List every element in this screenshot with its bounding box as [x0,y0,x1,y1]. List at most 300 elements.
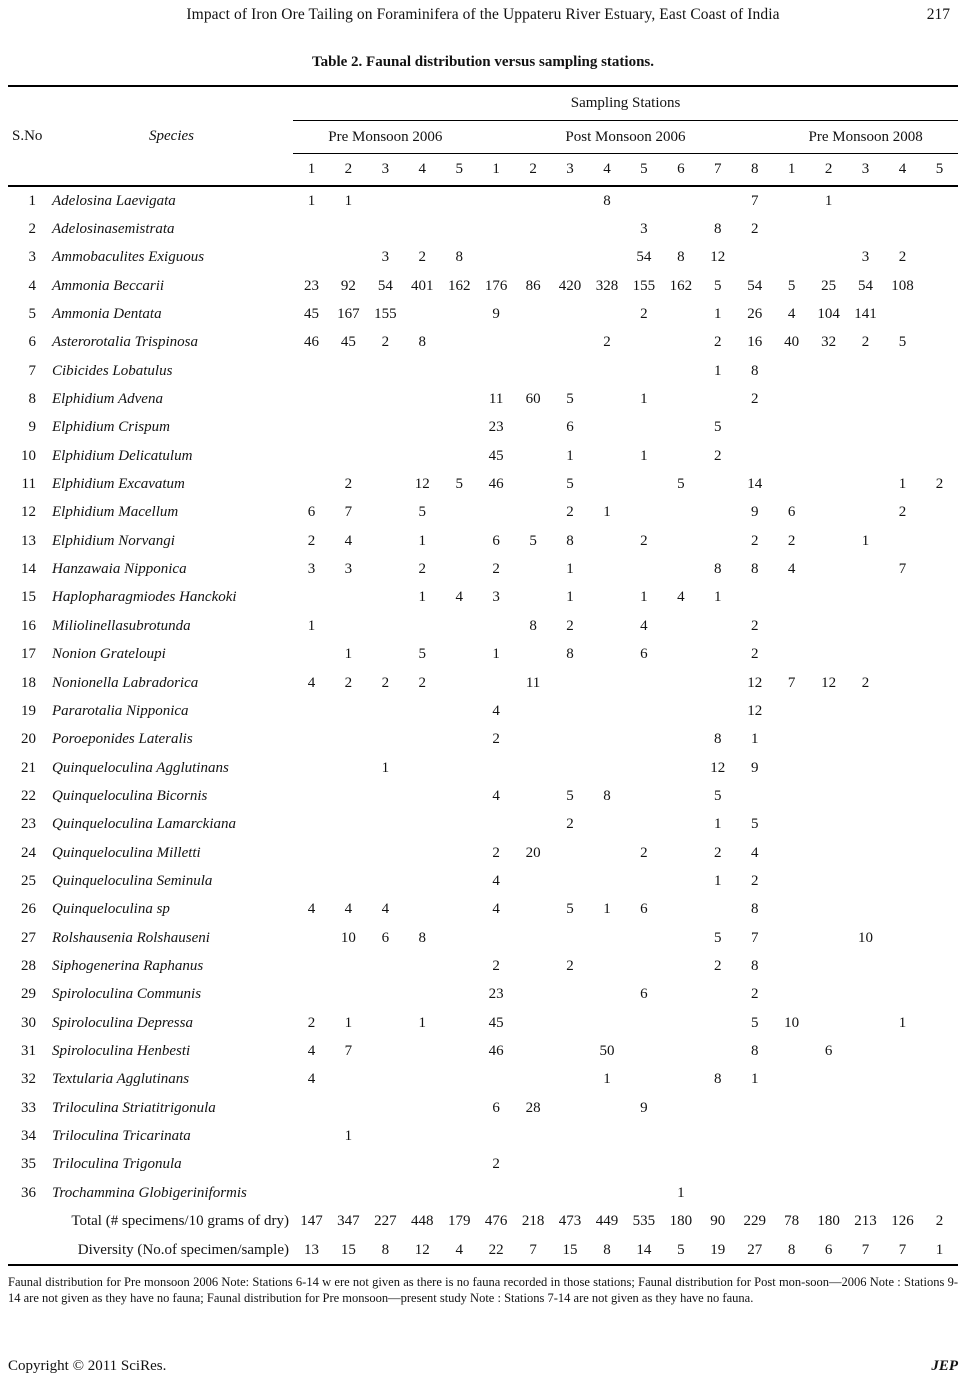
total-row-value: 347 [337,1213,360,1230]
count-cell: 12 [710,759,726,776]
count-cell: 4 [307,1071,316,1088]
count-cell: 1 [344,192,353,209]
count-cell [884,896,921,924]
count-cell [773,1037,810,1065]
count-cell [884,385,921,413]
count-cell: 4 [307,1042,316,1059]
count-cell [367,782,404,810]
count-cell [847,641,884,669]
count-cell [662,215,699,243]
count-cell [589,839,626,867]
count-cell [699,499,736,527]
count-cell [847,385,884,413]
count-cell [921,186,958,215]
count-cell: 1 [603,901,611,918]
running-head [0,6,966,28]
count-cell: 2 [492,957,500,974]
count-cell [441,329,478,357]
count-cell: 2 [307,532,316,549]
count-cell [404,697,441,725]
count-cell [441,839,478,867]
count-cell [773,612,810,640]
count-cell: 8 [714,561,722,578]
species-row [8,300,958,328]
count-cell: 25 [821,277,837,294]
species-row [8,499,958,527]
count-cell [589,1094,626,1122]
count-cell [552,924,589,952]
species-row [8,896,958,924]
count-cell [699,896,736,924]
count-cell [515,1179,552,1207]
count-cell [330,1151,367,1179]
count-cell [810,726,847,754]
sno-cell: 29 [21,986,36,1003]
count-cell [404,186,441,215]
count-cell [662,754,699,782]
count-cell [589,754,626,782]
count-cell [367,811,404,839]
count-cell: 4 [677,589,685,606]
count-cell [921,527,958,555]
sno-cell: 18 [21,674,36,691]
count-cell [330,1179,367,1207]
count-cell [330,584,367,612]
count-cell [330,782,367,810]
count-cell [478,329,515,357]
count-cell [589,697,626,725]
page-footer [8,1358,958,1380]
count-cell [589,669,626,697]
count-cell: 2 [714,447,722,464]
diversity-row-value: 15 [330,1236,367,1266]
count-cell [810,357,847,385]
count-cell [367,1009,404,1037]
species-name: Pararotalia Nipponica [52,702,189,719]
count-cell [478,1066,515,1094]
count-cell: 1 [603,1071,611,1088]
count-cell: 1 [566,561,574,578]
count-cell [404,1037,441,1065]
species-row [8,669,958,697]
count-cell [330,981,367,1009]
species-name: Quinqueloculina Agglutinans [52,759,229,776]
count-cell [662,555,699,583]
count-cell [921,697,958,725]
count-cell [441,499,478,527]
count-cell [293,782,330,810]
sno-cell: 24 [21,844,36,861]
count-cell [552,697,589,725]
count-cell [330,811,367,839]
count-cell [884,414,921,442]
count-cell [515,952,552,980]
count-cell [478,1122,515,1150]
count-cell [773,782,810,810]
count-cell [773,924,810,952]
count-cell [884,1094,921,1122]
count-cell [921,1179,958,1207]
count-cell [330,414,367,442]
sno-cell: 6 [28,334,36,351]
count-cell [367,981,404,1009]
species-row [8,215,958,243]
count-cell [699,697,736,725]
count-cell: 8 [750,957,759,974]
count-cell [330,697,367,725]
count-cell [441,1151,478,1179]
count-cell [662,329,699,357]
count-cell: 2 [566,617,574,634]
count-cell: 2 [381,674,390,691]
count-cell [330,952,367,980]
species-row [8,839,958,867]
species-row [8,1066,958,1094]
count-cell [662,442,699,470]
count-cell [662,952,699,980]
species-name: Ammobaculites Exiguous [52,249,205,266]
count-cell [699,1151,736,1179]
count-cell: 1 [344,1128,353,1145]
species-row [8,527,958,555]
count-cell [478,186,515,215]
count-cell [330,1066,367,1094]
count-cell [921,839,958,867]
count-cell [367,839,404,867]
count-cell [810,981,847,1009]
count-cell [736,584,773,612]
count-cell [884,1179,921,1207]
total-row-value: 448 [411,1213,434,1230]
count-cell [515,244,552,272]
count-cell [810,924,847,952]
species-name: Textularia Agglutinans [52,1071,190,1088]
count-cell [552,215,589,243]
count-cell [441,782,478,810]
count-cell: 6 [640,901,648,918]
station-number-header: 4 [589,154,626,187]
species-name: Hanzawaia Nipponica [52,561,187,578]
count-cell [441,754,478,782]
count-cell: 162 [669,277,693,294]
count-cell [478,612,515,640]
count-cell [404,1122,441,1150]
count-cell [662,726,699,754]
count-cell [773,584,810,612]
species-name: Ammonia Dentata [52,306,162,323]
count-cell [773,697,810,725]
count-cell [921,669,958,697]
sno-cell: 8 [28,391,36,408]
count-cell: 5 [677,476,685,493]
count-cell [810,1151,847,1179]
count-cell [921,641,958,669]
count-cell [515,329,552,357]
count-cell: 5 [714,929,722,946]
species-row [8,811,958,839]
count-cell: 3 [492,589,500,606]
count-cell: 9 [750,759,759,776]
species-row [8,186,958,215]
count-cell [625,499,662,527]
count-cell [441,1037,478,1065]
species-row [8,1009,958,1037]
count-cell [810,584,847,612]
sno-cell: 21 [21,759,36,776]
count-cell: 20 [525,844,541,861]
count-cell [404,782,441,810]
count-cell [552,981,589,1009]
count-cell [662,1066,699,1094]
count-cell [773,839,810,867]
sno-cell: 16 [21,617,36,634]
count-cell [699,1037,736,1065]
count-cell [625,952,662,980]
count-cell: 5 [714,277,722,294]
count-cell [847,697,884,725]
count-cell: 7 [750,929,759,946]
count-cell: 92 [340,277,356,294]
count-cell [293,726,330,754]
count-cell [293,414,330,442]
count-cell [847,584,884,612]
station-number-header: 1 [293,154,330,187]
count-cell [921,442,958,470]
count-cell: 2 [418,561,427,578]
count-cell: 23 [488,419,504,436]
count-cell [441,924,478,952]
count-cell [625,924,662,952]
count-cell [515,414,552,442]
count-cell: 54 [377,277,393,294]
count-cell [367,612,404,640]
station-number-header: 1 [478,154,515,187]
count-cell [773,952,810,980]
count-cell: 4 [307,901,316,918]
count-cell: 54 [636,249,652,266]
count-cell: 1 [566,447,574,464]
total-row-value: 213 [854,1213,877,1230]
count-cell [625,697,662,725]
count-cell: 6 [492,532,500,549]
count-cell [441,385,478,413]
count-cell [293,584,330,612]
sampling-stations-header: Sampling Stations [293,86,958,121]
count-cell [589,215,626,243]
count-cell [293,641,330,669]
count-cell [367,1037,404,1065]
count-cell [773,641,810,669]
count-cell [515,1009,552,1037]
count-cell [478,215,515,243]
count-cell [293,697,330,725]
count-cell [884,697,921,725]
count-cell [367,1179,404,1207]
count-cell [625,329,662,357]
count-cell [810,470,847,498]
count-cell [736,244,773,272]
count-cell [441,896,478,924]
count-cell: 2 [787,532,796,549]
count-cell: 46 [488,1042,504,1059]
count-cell [773,470,810,498]
species-name: Quinqueloculina Bicornis [52,787,208,804]
count-cell [810,782,847,810]
count-cell: 328 [595,277,619,294]
count-cell [515,1122,552,1150]
count-cell [662,782,699,810]
count-cell: 5 [566,476,574,493]
station-number-header: 6 [662,154,699,187]
count-cell [921,1009,958,1037]
species-name: Triloculina Tricarinata [52,1128,191,1145]
count-cell [810,697,847,725]
species-name: Elphidium Macellum [52,504,179,521]
count-cell [330,754,367,782]
count-cell [293,1122,330,1150]
count-cell [773,754,810,782]
count-cell: 5 [787,277,796,294]
count-cell: 1 [714,362,722,379]
count-cell [699,1122,736,1150]
count-cell [367,952,404,980]
count-cell: 8 [714,731,722,748]
count-cell: 23 [303,277,319,294]
count-cell [810,1009,847,1037]
count-cell [404,952,441,980]
count-cell [515,470,552,498]
total-row-value: 126 [891,1213,914,1230]
count-cell [662,896,699,924]
count-cell: 8 [750,1042,759,1059]
count-cell [552,1037,589,1065]
count-cell [921,726,958,754]
count-cell: 1 [640,391,648,408]
count-cell: 12 [747,674,763,691]
count-cell [404,385,441,413]
count-cell [810,952,847,980]
station-number-header: 3 [847,154,884,187]
journal-abbreviation: JEP [931,1358,958,1374]
count-cell [515,697,552,725]
table-body [8,186,958,1265]
count-cell [699,385,736,413]
count-cell [404,414,441,442]
count-cell [662,1094,699,1122]
count-cell [367,442,404,470]
count-cell: 5 [714,419,722,436]
total-row-value: 229 [743,1213,766,1230]
sno-cell: 14 [21,561,36,578]
sno-cell: 12 [21,504,36,521]
count-cell [293,811,330,839]
count-cell: 420 [558,277,582,294]
count-cell: 4 [787,306,796,323]
count-cell: 2 [935,476,944,493]
table-header [8,86,958,186]
count-cell: 5 [566,787,574,804]
count-cell [441,555,478,583]
sno-cell: 9 [28,419,36,436]
count-cell: 40 [784,334,800,351]
count-cell: 8 [566,646,574,663]
count-cell [662,1122,699,1150]
count-cell [404,867,441,895]
species-row [8,1179,958,1207]
count-cell: 2 [750,646,759,663]
count-cell [625,1151,662,1179]
count-cell [921,1037,958,1065]
count-cell: 8 [714,1071,722,1088]
count-cell [810,1066,847,1094]
count-cell [847,612,884,640]
count-cell: 2 [714,334,722,351]
count-cell [884,1066,921,1094]
sno-cell: 34 [21,1128,36,1145]
count-cell [921,272,958,300]
count-cell [589,1179,626,1207]
count-cell [515,754,552,782]
count-cell: 3 [861,249,870,266]
count-cell [810,1094,847,1122]
count-cell: 8 [529,617,537,634]
count-cell: 108 [891,277,914,294]
count-cell: 8 [750,901,759,918]
count-cell: 8 [566,532,574,549]
count-cell [810,385,847,413]
count-cell [884,669,921,697]
count-cell [773,981,810,1009]
count-cell: 4 [640,617,648,634]
faunal-distribution-table [8,85,958,1266]
count-cell: 32 [821,334,837,351]
count-cell [736,1122,773,1150]
count-cell: 2 [640,844,648,861]
count-cell [589,414,626,442]
count-cell [625,1066,662,1094]
total-row-value: 147 [300,1213,323,1230]
count-cell: 4 [307,674,316,691]
count-cell: 4 [750,844,759,861]
count-cell [662,414,699,442]
count-cell [699,1009,736,1037]
count-cell: 2 [344,674,353,691]
count-cell: 2 [566,957,574,974]
count-cell [589,555,626,583]
count-cell [589,385,626,413]
species-row [8,697,958,725]
count-cell [884,527,921,555]
count-cell: 1 [714,816,722,833]
count-cell [699,1179,736,1207]
count-cell [662,612,699,640]
count-cell [736,782,773,810]
species-row [8,244,958,272]
count-cell [589,584,626,612]
diversity-row-value: 12 [404,1236,441,1266]
count-cell: 3 [381,249,390,266]
count-cell [884,754,921,782]
count-cell [847,1009,884,1037]
count-cell [367,414,404,442]
count-cell: 8 [418,929,427,946]
species-row [8,470,958,498]
count-cell: 4 [381,901,390,918]
count-cell [441,527,478,555]
count-cell: 11 [488,391,504,408]
sno-cell: 33 [21,1099,36,1116]
count-cell [699,612,736,640]
